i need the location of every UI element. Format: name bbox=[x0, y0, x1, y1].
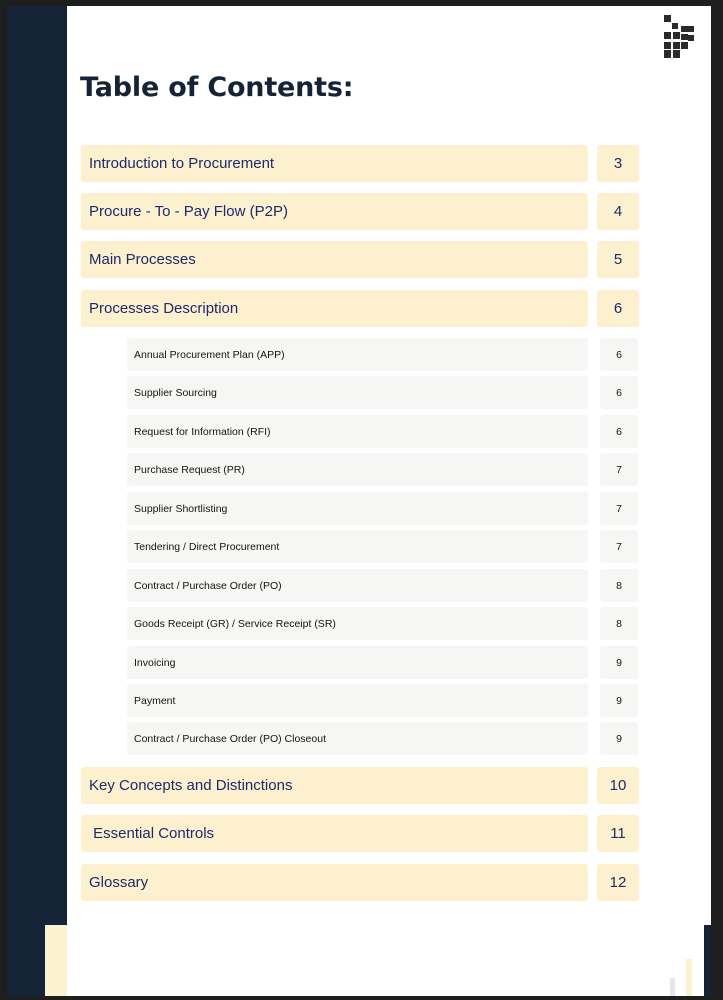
toc-subrow-invoicing[interactable] bbox=[7, 646, 711, 679]
toc-subrow-purchase-request[interactable] bbox=[7, 453, 711, 486]
toc-sub-page-number: 9 bbox=[600, 722, 638, 755]
toc-sub-page-number: 6 bbox=[600, 376, 638, 409]
toc-sub-label: Contract / Purchase Order (PO) Closeout bbox=[127, 722, 588, 755]
toc-subrow-po-closeout[interactable] bbox=[7, 722, 711, 755]
toc-label: Essential Controls bbox=[81, 815, 588, 852]
toc-sub-label: Supplier Sourcing bbox=[127, 376, 588, 409]
toc-subrow-contract-po[interactable] bbox=[7, 569, 711, 602]
toc-page-number: 6 bbox=[597, 290, 639, 327]
toc-sub-page-number: 8 bbox=[600, 569, 638, 602]
toc-page-number: 3 bbox=[597, 145, 639, 182]
toc-sub-page-number: 9 bbox=[600, 646, 638, 679]
toc-sub-page-number: 6 bbox=[600, 338, 638, 371]
toc-row-glossary[interactable] bbox=[7, 864, 711, 901]
toc-row-p2p-flow[interactable] bbox=[7, 193, 711, 230]
document-page bbox=[7, 6, 711, 996]
toc-sub-page-number: 7 bbox=[600, 453, 638, 486]
toc-row-key-concepts[interactable] bbox=[7, 767, 711, 804]
toc-label: Processes Description bbox=[81, 290, 588, 327]
toc-row-main-processes[interactable] bbox=[7, 241, 711, 278]
toc-label: Introduction to Procurement bbox=[81, 145, 588, 182]
toc-row-processes-description[interactable] bbox=[7, 290, 711, 327]
table-of-contents bbox=[7, 6, 711, 996]
toc-subrow-supplier-shortlisting[interactable] bbox=[7, 492, 711, 525]
toc-sub-label: Purchase Request (PR) bbox=[127, 453, 588, 486]
toc-sub-page-number: 6 bbox=[600, 415, 638, 448]
toc-label: Key Concepts and Distinctions bbox=[81, 767, 588, 804]
toc-subrow-rfi[interactable] bbox=[7, 415, 711, 448]
toc-sub-label: Annual Procurement Plan (APP) bbox=[127, 338, 588, 371]
toc-subrow-app[interactable] bbox=[7, 338, 711, 371]
toc-subrow-supplier-sourcing[interactable] bbox=[7, 376, 711, 409]
toc-page-number: 10 bbox=[597, 767, 639, 804]
toc-subrow-tendering[interactable] bbox=[7, 530, 711, 563]
toc-label: Main Processes bbox=[81, 241, 588, 278]
toc-page-number: 12 bbox=[597, 864, 639, 901]
toc-sub-page-number: 9 bbox=[600, 684, 638, 717]
toc-label: Procure - To - Pay Flow (P2P) bbox=[81, 193, 588, 230]
page-title: Table of Contents: bbox=[80, 72, 354, 103]
toc-sub-page-number: 7 bbox=[600, 492, 638, 525]
toc-row-essential-controls[interactable] bbox=[7, 815, 711, 852]
toc-sub-page-number: 7 bbox=[600, 530, 638, 563]
toc-sub-label: Request for Information (RFI) bbox=[127, 415, 588, 448]
toc-label: Glossary bbox=[81, 864, 588, 901]
toc-page-number: 4 bbox=[597, 193, 639, 230]
toc-sub-page-number: 8 bbox=[600, 607, 638, 640]
toc-sub-label: Payment bbox=[127, 684, 588, 717]
toc-sub-label: Supplier Shortlisting bbox=[127, 492, 588, 525]
toc-page-number: 5 bbox=[597, 241, 639, 278]
toc-row-introduction[interactable] bbox=[7, 145, 711, 182]
toc-sub-label: Invoicing bbox=[127, 646, 588, 679]
toc-sub-label: Tendering / Direct Procurement bbox=[127, 530, 588, 563]
toc-page-number: 11 bbox=[597, 815, 639, 852]
toc-subrow-goods-receipt[interactable] bbox=[7, 607, 711, 640]
toc-subrow-payment[interactable] bbox=[7, 684, 711, 717]
toc-sub-label: Goods Receipt (GR) / Service Receipt (SR) bbox=[127, 607, 588, 640]
toc-sub-label: Contract / Purchase Order (PO) bbox=[127, 569, 588, 602]
